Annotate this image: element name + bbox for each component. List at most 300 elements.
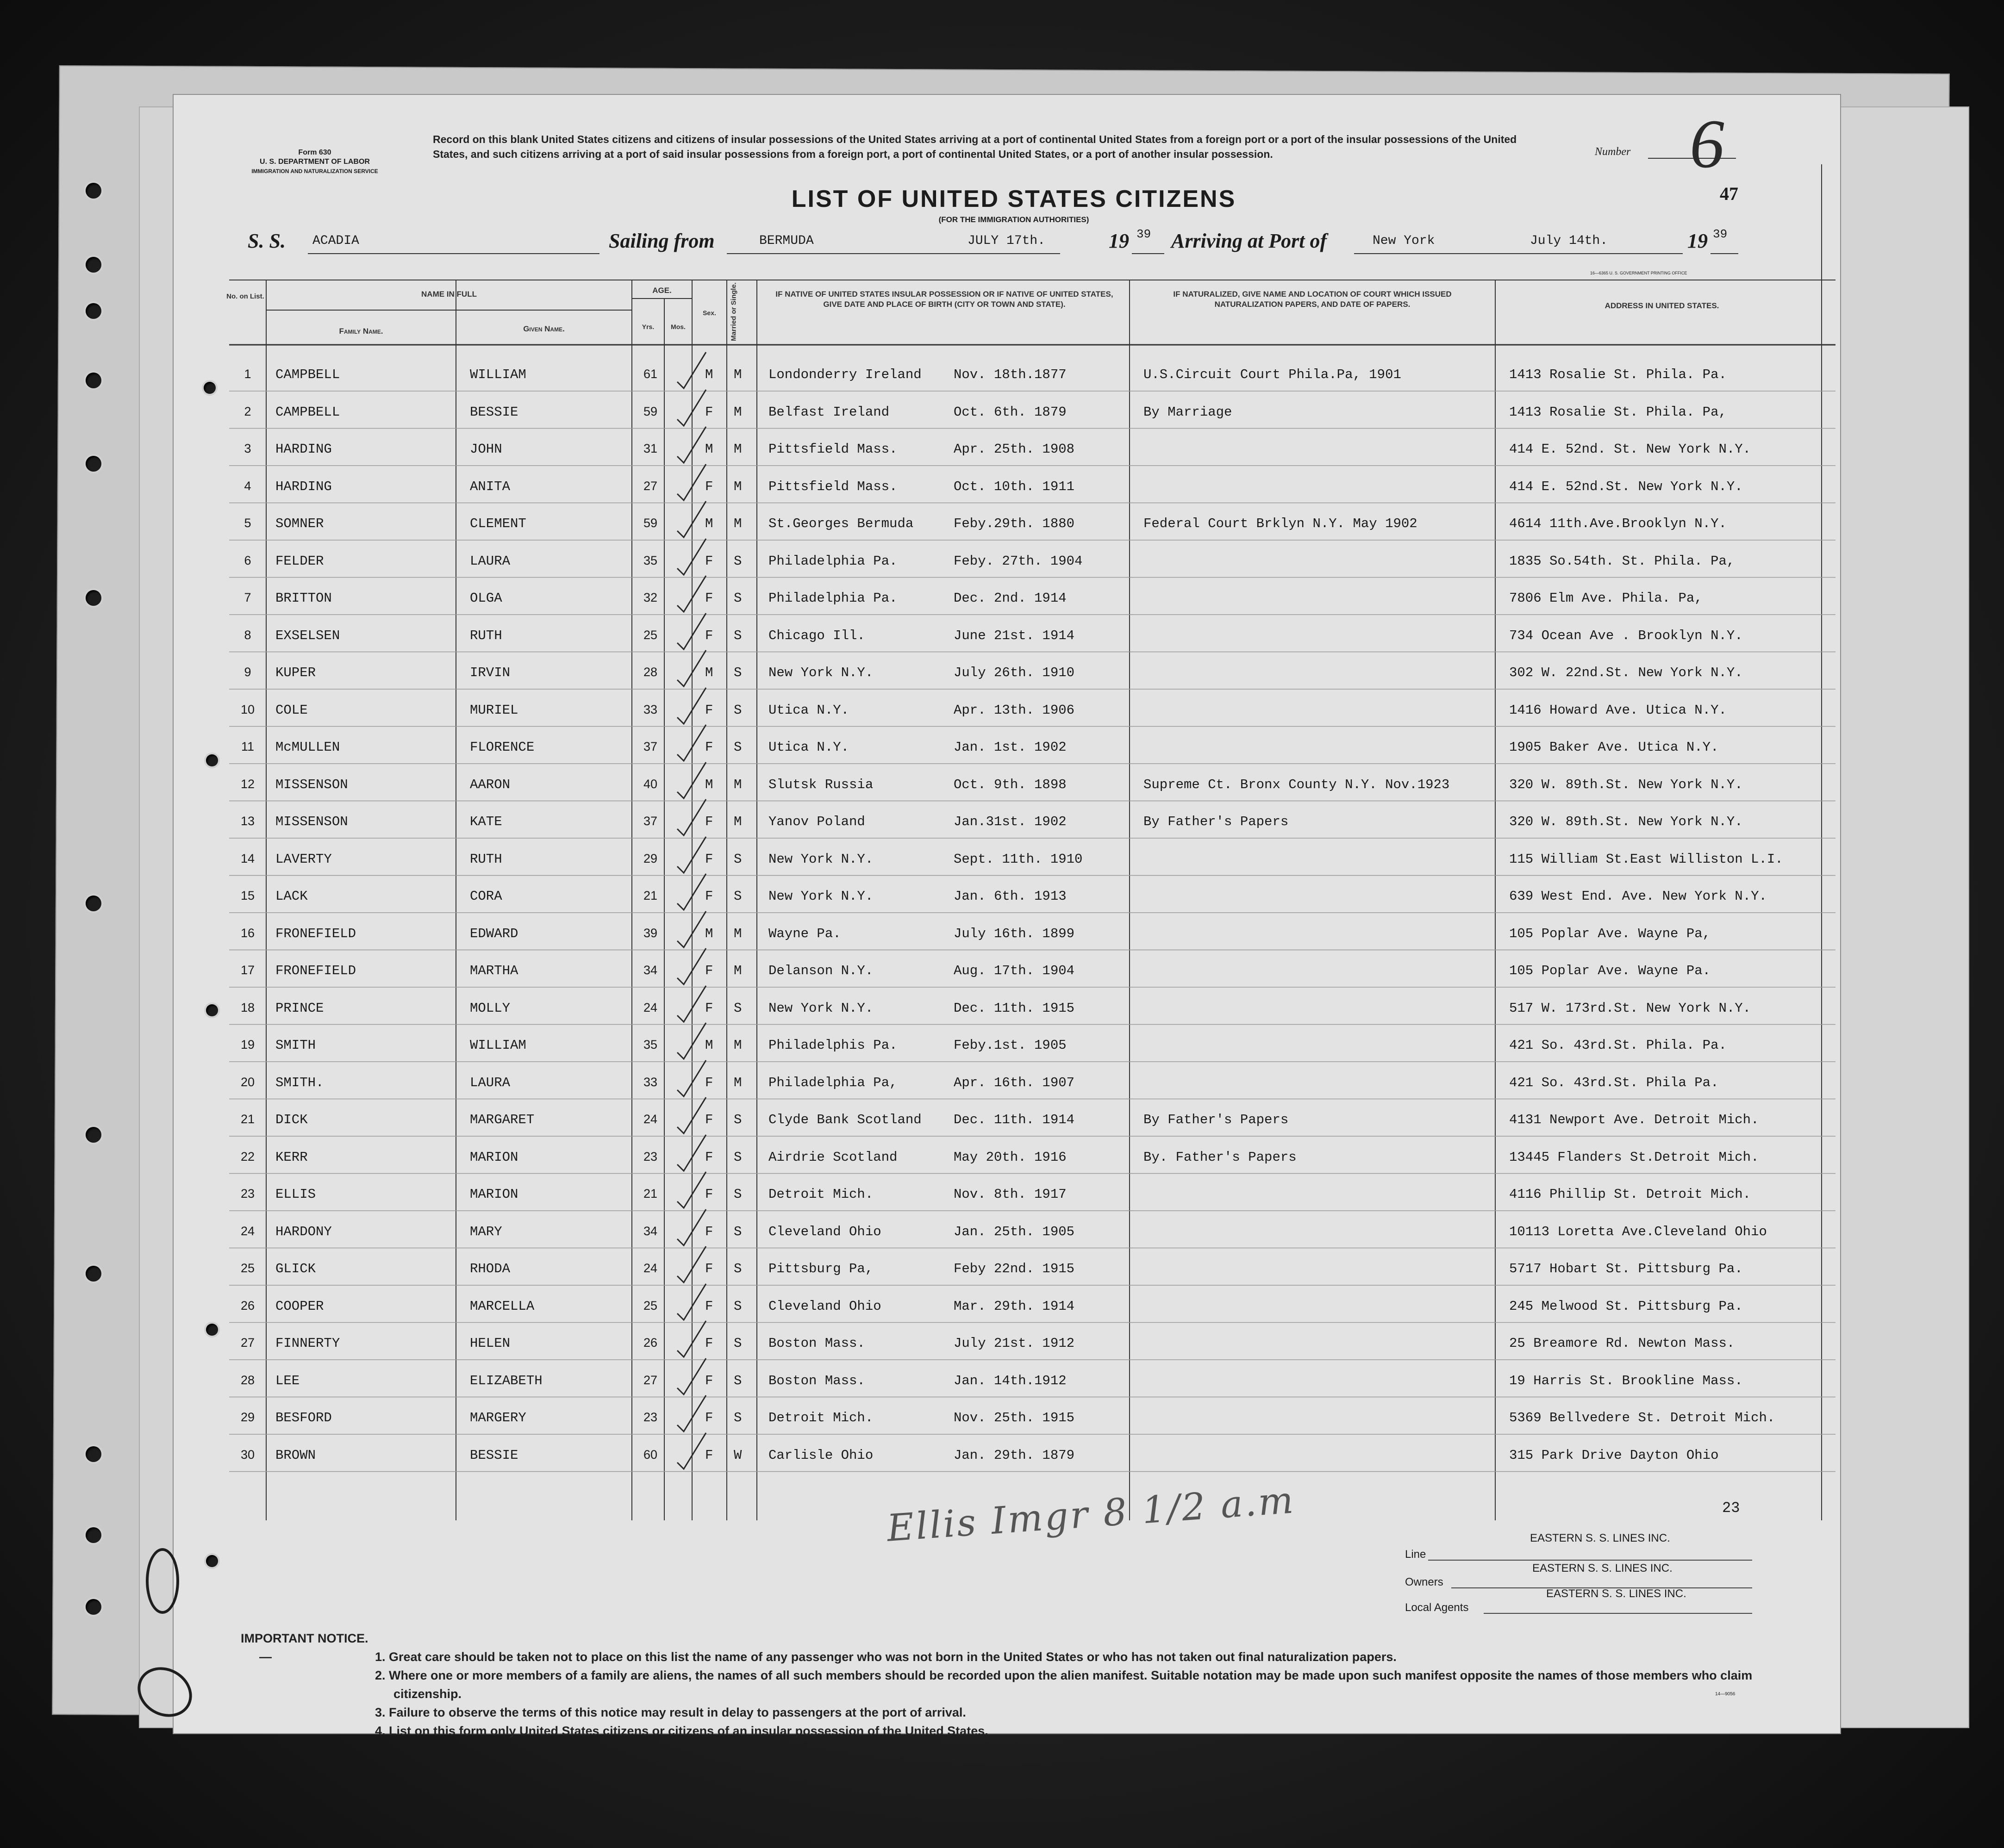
birthdate-cell: Dec. 11th. 1915 <box>954 1000 1075 1016</box>
birthdate-cell: Aug. 17th. 1904 <box>954 963 1075 978</box>
given-name-cell: MARCELLA <box>470 1298 535 1314</box>
naturalization-cell: By Father's Papers <box>1143 1112 1289 1127</box>
table-row <box>174 950 1840 987</box>
check-mark-icon <box>674 1095 711 1136</box>
birthdate-cell: May 20th. 1916 <box>954 1149 1067 1165</box>
table-row <box>174 1099 1840 1136</box>
sailing-date: JULY 17th. <box>968 234 1046 248</box>
form-code: 14—9056 <box>1715 1692 1736 1697</box>
sex-cell: F <box>705 1075 713 1090</box>
row-number: 22 <box>240 1149 255 1164</box>
notice-item <box>259 1722 1764 1740</box>
marital-cell: M <box>734 367 742 382</box>
sex-cell: F <box>705 963 713 978</box>
given-name-cell: WILLIAM <box>470 367 526 382</box>
header-no: No. on List. <box>226 292 264 300</box>
instructions-text: Record on this blank United States citizens and citizens of insular possessions of the United States arriving at a port of continental United States from a foreign port or a port of the insular possessions of the United States, and such citizens arriving at a port of said insular possessions from a foreign port, a port of continental United States, or a port of another insular possession. <box>433 133 1517 160</box>
given-name-cell: ANITA <box>470 479 511 494</box>
important-notice <box>241 1629 1764 1740</box>
check-mark-icon <box>674 871 711 913</box>
given-name-cell: RHODA <box>470 1261 511 1276</box>
binding-string-icon <box>146 1548 179 1614</box>
given-name-cell: CORA <box>470 889 502 904</box>
owners-label: Owners <box>1405 1576 1443 1588</box>
address-cell: 1835 So.54th. St. Phila. Pa, <box>1509 553 1735 569</box>
birthplace-cell: Londonderry Ireland <box>768 367 922 382</box>
age-cell: 24 <box>643 1261 658 1275</box>
table-row <box>174 1137 1840 1174</box>
birthdate-cell: Jan. 6th. 1913 <box>954 889 1067 904</box>
age-cell: 28 <box>643 665 658 679</box>
birthdate-cell: Dec. 11th. 1914 <box>954 1112 1075 1127</box>
page-subtitle: (FOR THE IMMIGRATION AUTHORITIES) <box>938 215 1089 224</box>
birthdate-cell: Apr. 13th. 1906 <box>954 702 1075 718</box>
marital-cell: S <box>734 1373 742 1388</box>
marital-cell: M <box>734 404 742 420</box>
arrival-date: July 14th. <box>1530 234 1608 248</box>
birthdate-cell: Feby.1st. 1905 <box>954 1038 1067 1053</box>
sex-cell: F <box>705 1261 713 1276</box>
table-row <box>174 1211 1840 1248</box>
age-cell: 33 <box>643 1075 658 1089</box>
birthplace-cell: Utica N.Y. <box>768 740 849 755</box>
header-birth: IF NATIVE OF UNITED STATES INSULAR POSSESSION OR IF NATIVE OF UNITED STATES, GIVE DATE AND PLACE OF BIRTH (CITY OR TOWN AND STATE). <box>775 290 1113 309</box>
given-name-cell: CLEMENT <box>470 516 526 531</box>
given-name-cell: MARTHA <box>470 963 518 978</box>
line-label: Line <box>1405 1548 1426 1561</box>
check-mark-icon <box>674 1020 711 1062</box>
given-name-cell: LAURA <box>470 553 511 569</box>
address-cell: 25 Breamore Rd. Newton Mass. <box>1509 1336 1735 1351</box>
family-name-cell: LACK <box>275 889 308 904</box>
binding-hole-icon <box>86 1599 101 1615</box>
row-number: 27 <box>240 1336 255 1350</box>
form-department: U. S. DEPARTMENT OF LABOR <box>260 158 370 166</box>
address-cell: 414 E. 52nd.St. New York N.Y. <box>1509 479 1743 494</box>
sex-cell: M <box>705 926 713 941</box>
given-name-cell: EDWARD <box>470 926 518 941</box>
age-cell: 31 <box>643 442 658 455</box>
row-number: 12 <box>240 777 255 791</box>
row-number: 2 <box>244 404 251 418</box>
form-service: IMMIGRATION AND NATURALIZATION SERVICE <box>251 168 378 174</box>
age-cell: 29 <box>643 851 658 865</box>
birthplace-cell: Pittsfield Mass. <box>768 442 898 457</box>
table-row <box>174 1248 1840 1285</box>
table-row <box>174 913 1840 950</box>
birthplace-cell: Clyde Bank Scotland <box>768 1112 922 1127</box>
address-cell: 421 So. 43rd.St. Phila Pa. <box>1509 1075 1719 1090</box>
given-name-cell: IRVIN <box>470 665 511 680</box>
table-row <box>174 1435 1840 1472</box>
sex-cell: F <box>705 1373 713 1388</box>
birthdate-cell: Jan. 14th.1912 <box>954 1373 1067 1388</box>
binding-hole-icon <box>86 1266 101 1282</box>
table-row <box>174 615 1840 652</box>
marital-cell: S <box>734 702 742 718</box>
birthdate-cell: Oct. 10th. 1911 <box>954 479 1075 494</box>
age-cell: 34 <box>643 1224 658 1238</box>
row-number: 29 <box>240 1410 255 1424</box>
sex-cell: F <box>705 1000 713 1016</box>
address-cell: 414 E. 52nd. St. New York N.Y. <box>1509 442 1751 457</box>
check-mark-icon <box>674 1393 711 1434</box>
naturalization-cell: Federal Court Brklyn N.Y. May 1902 <box>1143 516 1417 531</box>
birthdate-cell: Oct. 9th. 1898 <box>954 777 1067 792</box>
address-cell: 1416 Howard Ave. Utica N.Y. <box>1509 702 1727 718</box>
family-name-cell: EXSELSEN <box>275 628 340 643</box>
family-name-cell: CAMPBELL <box>275 367 340 382</box>
row-number: 17 <box>240 963 255 977</box>
sex-cell: F <box>705 851 713 867</box>
birthplace-cell: Pittsfield Mass. <box>768 479 898 494</box>
address-cell: 4614 11th.Ave.Brooklyn N.Y. <box>1509 516 1727 531</box>
birthdate-cell: July 26th. 1910 <box>954 665 1075 680</box>
given-name-cell: RUTH <box>470 628 502 643</box>
birthdate-cell: Sept. 11th. 1910 <box>954 851 1083 867</box>
age-cell: 24 <box>643 1000 658 1014</box>
check-mark-icon <box>674 647 711 689</box>
table-row <box>174 988 1840 1025</box>
list-number: 6 <box>1690 106 1724 182</box>
owners-value: EASTERN S. S. LINES INC. <box>1532 1562 1673 1574</box>
family-name-cell: FRONEFIELD <box>275 963 356 978</box>
given-name-cell: AARON <box>470 777 511 792</box>
given-name-cell: MARGARET <box>470 1112 535 1127</box>
address-cell: 13445 Flanders St.Detroit Mich. <box>1509 1149 1759 1165</box>
notice-lead: IMPORTANT NOTICE.— <box>241 1631 368 1664</box>
age-cell: 61 <box>643 367 658 381</box>
naturalization-cell: By. Father's Papers <box>1143 1149 1297 1165</box>
family-name-cell: FRONEFIELD <box>275 926 356 941</box>
given-name-cell: WILLIAM <box>470 1038 526 1053</box>
check-mark-icon <box>674 1318 711 1360</box>
birthplace-cell: New York N.Y. <box>768 665 874 680</box>
table-row <box>174 1174 1840 1211</box>
table-row <box>174 1025 1840 1062</box>
birthdate-cell: Jan. 25th. 1905 <box>954 1224 1075 1239</box>
check-mark-icon <box>674 610 711 652</box>
age-cell: 59 <box>643 516 658 530</box>
check-mark-icon <box>674 349 711 391</box>
table-row <box>174 1062 1840 1099</box>
address-cell: 1413 Rosalie St. Phila. Pa. <box>1509 367 1727 382</box>
header-address: ADDRESS IN UNITED STATES. <box>1604 301 1719 310</box>
age-cell: 27 <box>643 479 658 493</box>
age-cell: 25 <box>643 628 658 642</box>
row-number: 11 <box>241 740 255 753</box>
table-row <box>174 1397 1840 1434</box>
birthplace-cell: New York N.Y. <box>768 889 874 904</box>
age-cell: 33 <box>643 702 658 716</box>
birthplace-cell: New York N.Y. <box>768 851 874 867</box>
row-number: 30 <box>240 1447 255 1462</box>
manifest-page <box>174 95 1840 1738</box>
sex-cell: F <box>705 814 713 829</box>
birthdate-cell: Jan. 29th. 1879 <box>954 1447 1075 1463</box>
row-number: 7 <box>244 591 251 604</box>
check-mark-icon <box>674 498 711 540</box>
age-cell: 26 <box>643 1336 658 1350</box>
sex-cell: F <box>705 479 713 494</box>
marital-cell: M <box>734 814 742 829</box>
birthplace-cell: Chicago Ill. <box>768 628 865 643</box>
notice-item-text: 1. Great care should be taken not to place on this list the name of any passenger who was not born in the United States or who has not taken out final naturalization papers. <box>375 1650 1397 1664</box>
sex-cell: M <box>705 1038 713 1053</box>
table-row <box>174 876 1840 913</box>
family-name-cell: MISSENSON <box>275 777 348 792</box>
address-cell: 105 Poplar Ave. Wayne Pa. <box>1509 963 1711 978</box>
address-cell: 734 Ocean Ave . Brooklyn N.Y. <box>1509 628 1743 643</box>
birthdate-cell: Jan.31st. 1902 <box>954 814 1067 829</box>
address-cell: 4116 Phillip St. Detroit Mich. <box>1509 1187 1751 1202</box>
naturalization-cell: U.S.Circuit Court Phila.Pa, 1901 <box>1143 367 1401 382</box>
birthdate-cell: Nov. 25th. 1915 <box>954 1410 1075 1425</box>
check-mark-icon <box>674 1132 711 1174</box>
sex-cell: F <box>705 740 713 755</box>
marital-cell: M <box>734 479 742 494</box>
family-name-cell: LEE <box>275 1373 300 1388</box>
binding-hole-icon <box>86 896 101 911</box>
family-name-cell: McMULLEN <box>275 740 340 755</box>
family-name-cell: COLE <box>275 702 308 718</box>
birthplace-cell: Cleveland Ohio <box>768 1224 881 1239</box>
marital-cell: M <box>734 442 742 457</box>
row-number: 25 <box>240 1261 255 1275</box>
row-number: 4 <box>244 479 251 493</box>
sex-cell: F <box>705 1149 713 1165</box>
sex-cell: F <box>705 1410 713 1425</box>
sex-cell: F <box>705 1447 713 1463</box>
check-mark-icon <box>674 946 711 987</box>
given-name-cell: JOHN <box>470 442 502 457</box>
age-cell: 60 <box>643 1447 658 1462</box>
header-sex: Sex. <box>703 309 716 317</box>
birthplace-cell: St.Georges Bermuda <box>768 516 914 531</box>
check-mark-icon <box>674 796 711 838</box>
sex-cell: F <box>705 1336 713 1351</box>
marital-cell: S <box>734 591 742 606</box>
sex-cell: F <box>705 702 713 718</box>
family-name-cell: SMITH. <box>275 1075 324 1090</box>
birthdate-cell: Mar. 29th. 1914 <box>954 1298 1075 1314</box>
family-name-cell: GLICK <box>275 1261 316 1276</box>
check-mark-icon <box>674 685 711 727</box>
table-row <box>174 578 1840 615</box>
birthplace-cell: Philadelphis Pa. <box>768 1038 898 1053</box>
notice-item <box>241 1629 1764 1666</box>
arrival-port: New York <box>1373 234 1435 248</box>
header-mos: Mos. <box>671 323 686 330</box>
birthplace-cell: Detroit Mich. <box>768 1187 874 1202</box>
page-title: LIST OF UNITED STATES CITIZENS <box>791 186 1236 212</box>
marital-cell: W <box>734 1447 742 1463</box>
marital-cell: S <box>734 1187 742 1202</box>
table-row <box>174 466 1840 503</box>
table-row <box>174 652 1840 689</box>
family-name-cell: LAVERTY <box>275 851 332 867</box>
printing-office-note: 16—6365 U. S. GOVERNMENT PRINTING OFFICE <box>1590 271 1687 275</box>
row-number: 14 <box>240 851 255 865</box>
birthplace-cell: Carlisle Ohio <box>768 1447 874 1463</box>
marital-cell: S <box>734 851 742 867</box>
family-name-cell: CAMPBELL <box>275 404 340 420</box>
binding-hole-icon <box>86 257 101 273</box>
binding-hole-icon <box>86 590 101 606</box>
address-cell: 115 William St.East Williston L.I. <box>1509 851 1783 867</box>
row-number: 18 <box>240 1000 255 1014</box>
page-count: 23 <box>1722 1500 1740 1517</box>
check-mark-icon <box>674 1430 711 1472</box>
birthdate-cell: Apr. 25th. 1908 <box>954 442 1075 457</box>
marital-cell: M <box>734 1075 742 1090</box>
check-mark-icon <box>674 461 711 503</box>
given-name-cell: MOLLY <box>470 1000 511 1016</box>
sex-cell: F <box>705 889 713 904</box>
marital-cell: S <box>734 1000 742 1016</box>
check-mark-icon <box>674 573 711 615</box>
notice-item-text: 4. List on this form only United States citizens or citizens of an insular possession of the United States. <box>375 1724 988 1738</box>
birthplace-cell: Philadelphia Pa. <box>768 553 898 569</box>
sailing-year: 39 <box>1136 227 1151 241</box>
sex-cell: M <box>705 665 713 680</box>
birthplace-cell: Belfast Ireland <box>768 404 890 420</box>
given-name-cell: RUTH <box>470 851 502 867</box>
row-number: 26 <box>240 1298 255 1313</box>
address-cell: 320 W. 89th.St. New York N.Y. <box>1509 777 1743 792</box>
check-mark-icon <box>674 1281 711 1323</box>
birthplace-cell: Philadelphia Pa, <box>768 1075 898 1090</box>
birthplace-cell: Pittsburg Pa, <box>768 1261 874 1276</box>
family-name-cell: SOMNER <box>275 516 324 531</box>
family-name-cell: HARDONY <box>275 1224 332 1239</box>
header-age: AGE. <box>652 286 672 295</box>
sex-cell: F <box>705 591 713 606</box>
address-cell: 7806 Elm Ave. Phila. Pa, <box>1509 591 1703 606</box>
marital-cell: M <box>734 777 742 792</box>
family-name-cell: HARDING <box>275 442 332 457</box>
table-row <box>174 727 1840 764</box>
binding-hole-icon <box>86 1446 101 1462</box>
marital-cell: M <box>734 963 742 978</box>
birthdate-cell: Oct. 6th. 1879 <box>954 404 1067 420</box>
birthdate-cell: Feby 22nd. 1915 <box>954 1261 1075 1276</box>
birthplace-cell: Cleveland Ohio <box>768 1298 881 1314</box>
row-number: 13 <box>240 814 255 828</box>
age-cell: 23 <box>643 1410 658 1424</box>
arriving-label: Arriving at Port of <box>1171 230 1327 252</box>
row-number: 16 <box>240 926 255 940</box>
check-mark-icon <box>674 1169 711 1211</box>
table-row <box>174 503 1840 540</box>
table-row <box>174 429 1840 466</box>
birthdate-cell: Nov. 8th. 1917 <box>954 1187 1067 1202</box>
given-name-cell: MARY <box>470 1224 502 1239</box>
arrival-year: 39 <box>1713 227 1728 241</box>
handwritten-note: Ellis Imgr 8 1/2 a.m <box>885 1478 1297 1550</box>
header-family-name: Family Name. <box>339 327 383 336</box>
punch-hole-icon <box>206 1555 218 1567</box>
family-name-cell: BESFORD <box>275 1410 332 1425</box>
binding-hole-icon <box>86 303 101 319</box>
sex-cell: M <box>705 777 713 792</box>
family-name-cell: HARDING <box>275 479 332 494</box>
address-cell: 315 Park Drive Dayton Ohio <box>1509 1447 1719 1463</box>
given-name-cell: BESSIE <box>470 404 518 420</box>
age-cell: 23 <box>643 1149 658 1164</box>
family-name-cell: FELDER <box>275 553 324 569</box>
age-cell: 21 <box>643 889 658 902</box>
table-row <box>174 1286 1840 1323</box>
address-cell: 245 Melwood St. Pittsburg Pa. <box>1509 1298 1743 1314</box>
check-mark-icon <box>674 722 711 764</box>
birthplace-cell: Philadelphia Pa. <box>768 591 898 606</box>
ss-label: S. S. <box>248 230 286 252</box>
age-cell: 39 <box>643 926 658 940</box>
row-number: 19 <box>240 1038 255 1052</box>
age-cell: 24 <box>643 1112 658 1126</box>
family-name-cell: COOPER <box>275 1298 324 1314</box>
sex-cell: M <box>705 442 713 457</box>
address-cell: 105 Poplar Ave. Wayne Pa, <box>1509 926 1711 941</box>
table-row <box>174 1323 1840 1360</box>
birthdate-cell: July 21st. 1912 <box>954 1336 1075 1351</box>
sailing-label: Sailing from <box>609 230 715 252</box>
binding-hole-icon <box>86 1527 101 1543</box>
family-name-cell: ELLIS <box>275 1187 316 1202</box>
marital-cell: S <box>734 1298 742 1314</box>
table-row <box>174 690 1840 727</box>
form-number: Form 630 <box>298 149 331 156</box>
table-row <box>174 1360 1840 1397</box>
address-cell: 517 W. 173rd.St. New York N.Y. <box>1509 1000 1751 1016</box>
line-underline <box>1428 1560 1752 1561</box>
header-given-name: Given Name. <box>523 324 565 333</box>
check-mark-icon <box>674 1356 711 1397</box>
birthdate-cell: July 16th. 1899 <box>954 926 1075 941</box>
sailing-port: BERMUDA <box>759 234 814 248</box>
birthplace-cell: Boston Mass. <box>768 1336 865 1351</box>
given-name-cell: HELEN <box>470 1336 511 1351</box>
birthplace-cell: Slutsk Russia <box>768 777 874 792</box>
birthplace-cell: Wayne Pa. <box>768 926 841 941</box>
row-number: 23 <box>240 1187 255 1201</box>
birthplace-cell: Boston Mass. <box>768 1373 865 1388</box>
binding-hole-icon <box>86 373 101 388</box>
binding-hole-icon <box>86 456 101 472</box>
row-number: 3 <box>244 442 251 455</box>
birthdate-cell: Feby.29th. 1880 <box>954 516 1075 531</box>
birthdate-cell: Jan. 1st. 1902 <box>954 740 1067 755</box>
check-mark-icon <box>674 1207 711 1248</box>
corner-number: 47 <box>1720 183 1738 204</box>
given-name-cell: LAURA <box>470 1075 511 1090</box>
check-mark-icon <box>674 1058 711 1099</box>
age-cell: 32 <box>643 591 658 604</box>
address-cell: 4131 Newport Ave. Detroit Mich. <box>1509 1112 1759 1127</box>
address-cell: 19 Harris St. Brookline Mass. <box>1509 1373 1743 1388</box>
marital-cell: S <box>734 1224 742 1239</box>
notice-item <box>259 1666 1764 1703</box>
given-name-cell: BESSIE <box>470 1447 518 1463</box>
sex-cell: F <box>705 628 713 643</box>
given-name-cell: ELIZABETH <box>470 1373 543 1388</box>
header-naturalized: IF NATURALIZED, GIVE NAME AND LOCATION OF COURT WHICH ISSUED NATURALIZATION PAPERS, AND DATE OF PAPERS. <box>1173 290 1452 309</box>
marital-cell: S <box>734 553 742 569</box>
given-name-cell: MARGERY <box>470 1410 526 1425</box>
table-row <box>174 541 1840 578</box>
sex-cell: F <box>705 1298 713 1314</box>
